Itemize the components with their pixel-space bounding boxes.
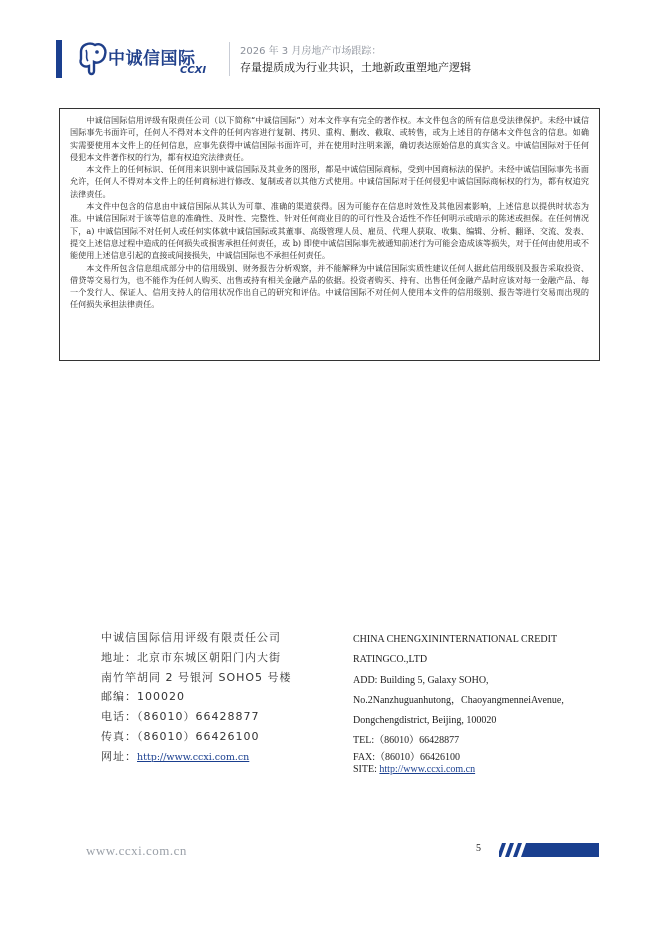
report-subtitle: 2026 年 3 月房地产市场跟踪： xyxy=(240,46,382,57)
header-divider xyxy=(229,42,230,76)
fax-cn: 传真：（86010）66426100 xyxy=(101,729,260,743)
tel-en: TEL:（86010）66428877 xyxy=(353,735,460,747)
header-accent-bar xyxy=(56,40,62,78)
fax-en: FAX:（86010）66426100 xyxy=(353,751,461,763)
address-line-cn: 地址：北京市东城区朝阳门内大街 xyxy=(101,650,281,664)
contact-english xyxy=(353,630,613,776)
company-name-en-cont: RATINGCO.,LTD xyxy=(353,654,428,666)
website-line-en xyxy=(353,764,613,776)
website-link-en[interactable]: http://www.ccxi.com.cn xyxy=(379,763,476,775)
website-line-cn xyxy=(101,747,341,768)
postcode-cn: 邮编：100020 xyxy=(101,690,185,704)
address-line-en: Dongchengdistrict, Beijing, 100020 xyxy=(353,715,497,727)
page-header xyxy=(0,0,662,90)
disclaimer-paragraph: 本文件所包含信息组成部分中的信用级别、财务报告分析观察，并不能解释为中诚信国际实质性建议任何人据此信用级别及报告采取投资、借贷等交易行为，也不能作为任何人购买、出售或持有相关金融产品的依据。投资者购买、持有、出售任何金融产品时应该对每一金融产品、每一个发行人、保证人、信用支持人的信用状况作出自己的研究和评估。中诚信国际不对任何人使用本文件的信用级别、报告等进行交易而出现的任何损失承担法律责任。 xyxy=(70,262,589,310)
address-line-en: No.2Nanzhuguanhutong，ChaoyangmenneiAvenue, xyxy=(353,694,564,706)
elephant-logo-icon xyxy=(76,40,108,78)
website-label-en: SITE: xyxy=(353,763,380,775)
logo-chinese-name: 中诚信国际 xyxy=(108,49,196,69)
company-name-cn: 中诚信国际信用评级有限责任公司 xyxy=(101,631,281,644)
website-label-cn: 网址： xyxy=(101,749,137,763)
disclaimer-box xyxy=(59,108,600,361)
company-name-en: CHINA CHENGXININTERNATIONAL CREDIT xyxy=(353,634,558,645)
address-line-cn: 南竹竿胡同 2 号银河 SOHO5 号楼 xyxy=(101,670,292,684)
website-link-cn[interactable]: http://www.ccxi.com.cn xyxy=(137,751,250,763)
contact-chinese xyxy=(101,628,341,768)
disclaimer-paragraph: 本文件上的任何标识、任何用来识别中诚信国际及其业务的图形，都是中诚信国际商标，受到中国商标法的保护。未经中诚信国际事先书面允许，任何人不得对本文件上的任何商标进行修改、复制或者以其他方式使用。中诚信国际对于任何侵犯中诚信国际商标权的行为，都有权追究法律责任。 xyxy=(70,164,589,199)
footer-url: www.ccxi.com.cn xyxy=(86,843,187,858)
ccxi-logo xyxy=(76,40,224,80)
report-title: 存量提质成为行业共识，土地新政重塑地产逻辑 xyxy=(240,61,471,74)
page-number: 5 xyxy=(476,843,481,854)
footer-stripe-bar xyxy=(489,843,599,857)
logo-english-name: CCXI xyxy=(180,65,207,76)
tel-cn: 电话：（86010）66428877 xyxy=(101,710,260,724)
disclaimer-paragraph: 本文件中包含的信息由中诚信国际从其认为可靠、准确的渠道获得。因为可能存在信息时效性及其他因素影响，上述信息以提供时状态为准。中诚信国际对于该等信息的准确性、及时性、完整性、针对任何商业目的的可行性及合适性不作任何明示或暗示的陈述或担保。在任何情况下，a) 中诚信国际不对任何人或任何实体就中诚信国际或其董事、高级管理人员、雇员、代理人获取、收集、编辑、分析、翻译、交流、发表、提交上述信息过程中造成的任何损失或损害承担任何责任，或 b) 即使中诚信国际事先被通知前述行为可能会造成该等损失，对于任何由使用或不能使用上述信息引起的直接或间接损失，中诚信国际也不承担任何责任。 xyxy=(70,201,589,261)
address-line-en: ADD: Building 5, Galaxy SOHO, xyxy=(353,674,489,686)
disclaimer-paragraph: 中诚信国际信用评级有限责任公司（以下简称“中诚信国际”）对本文件享有完全的著作权。本文件包含的所有信息受法律保护。未经中诚信国际事先书面许可，任何人不得对本文件的任何内容进行复制、拷贝、重构、删改、截取、或转售，或为上述目的存储本文件包含的信息。如确实需要使用本文件上的任何信息，应事先获得中诚信国际书面许可，并在使用时注明来源，确切表达原始信息的真实含义。中诚信国际对于任何侵犯本文件著作权的行为，都有权追究法律责任。 xyxy=(70,115,589,162)
